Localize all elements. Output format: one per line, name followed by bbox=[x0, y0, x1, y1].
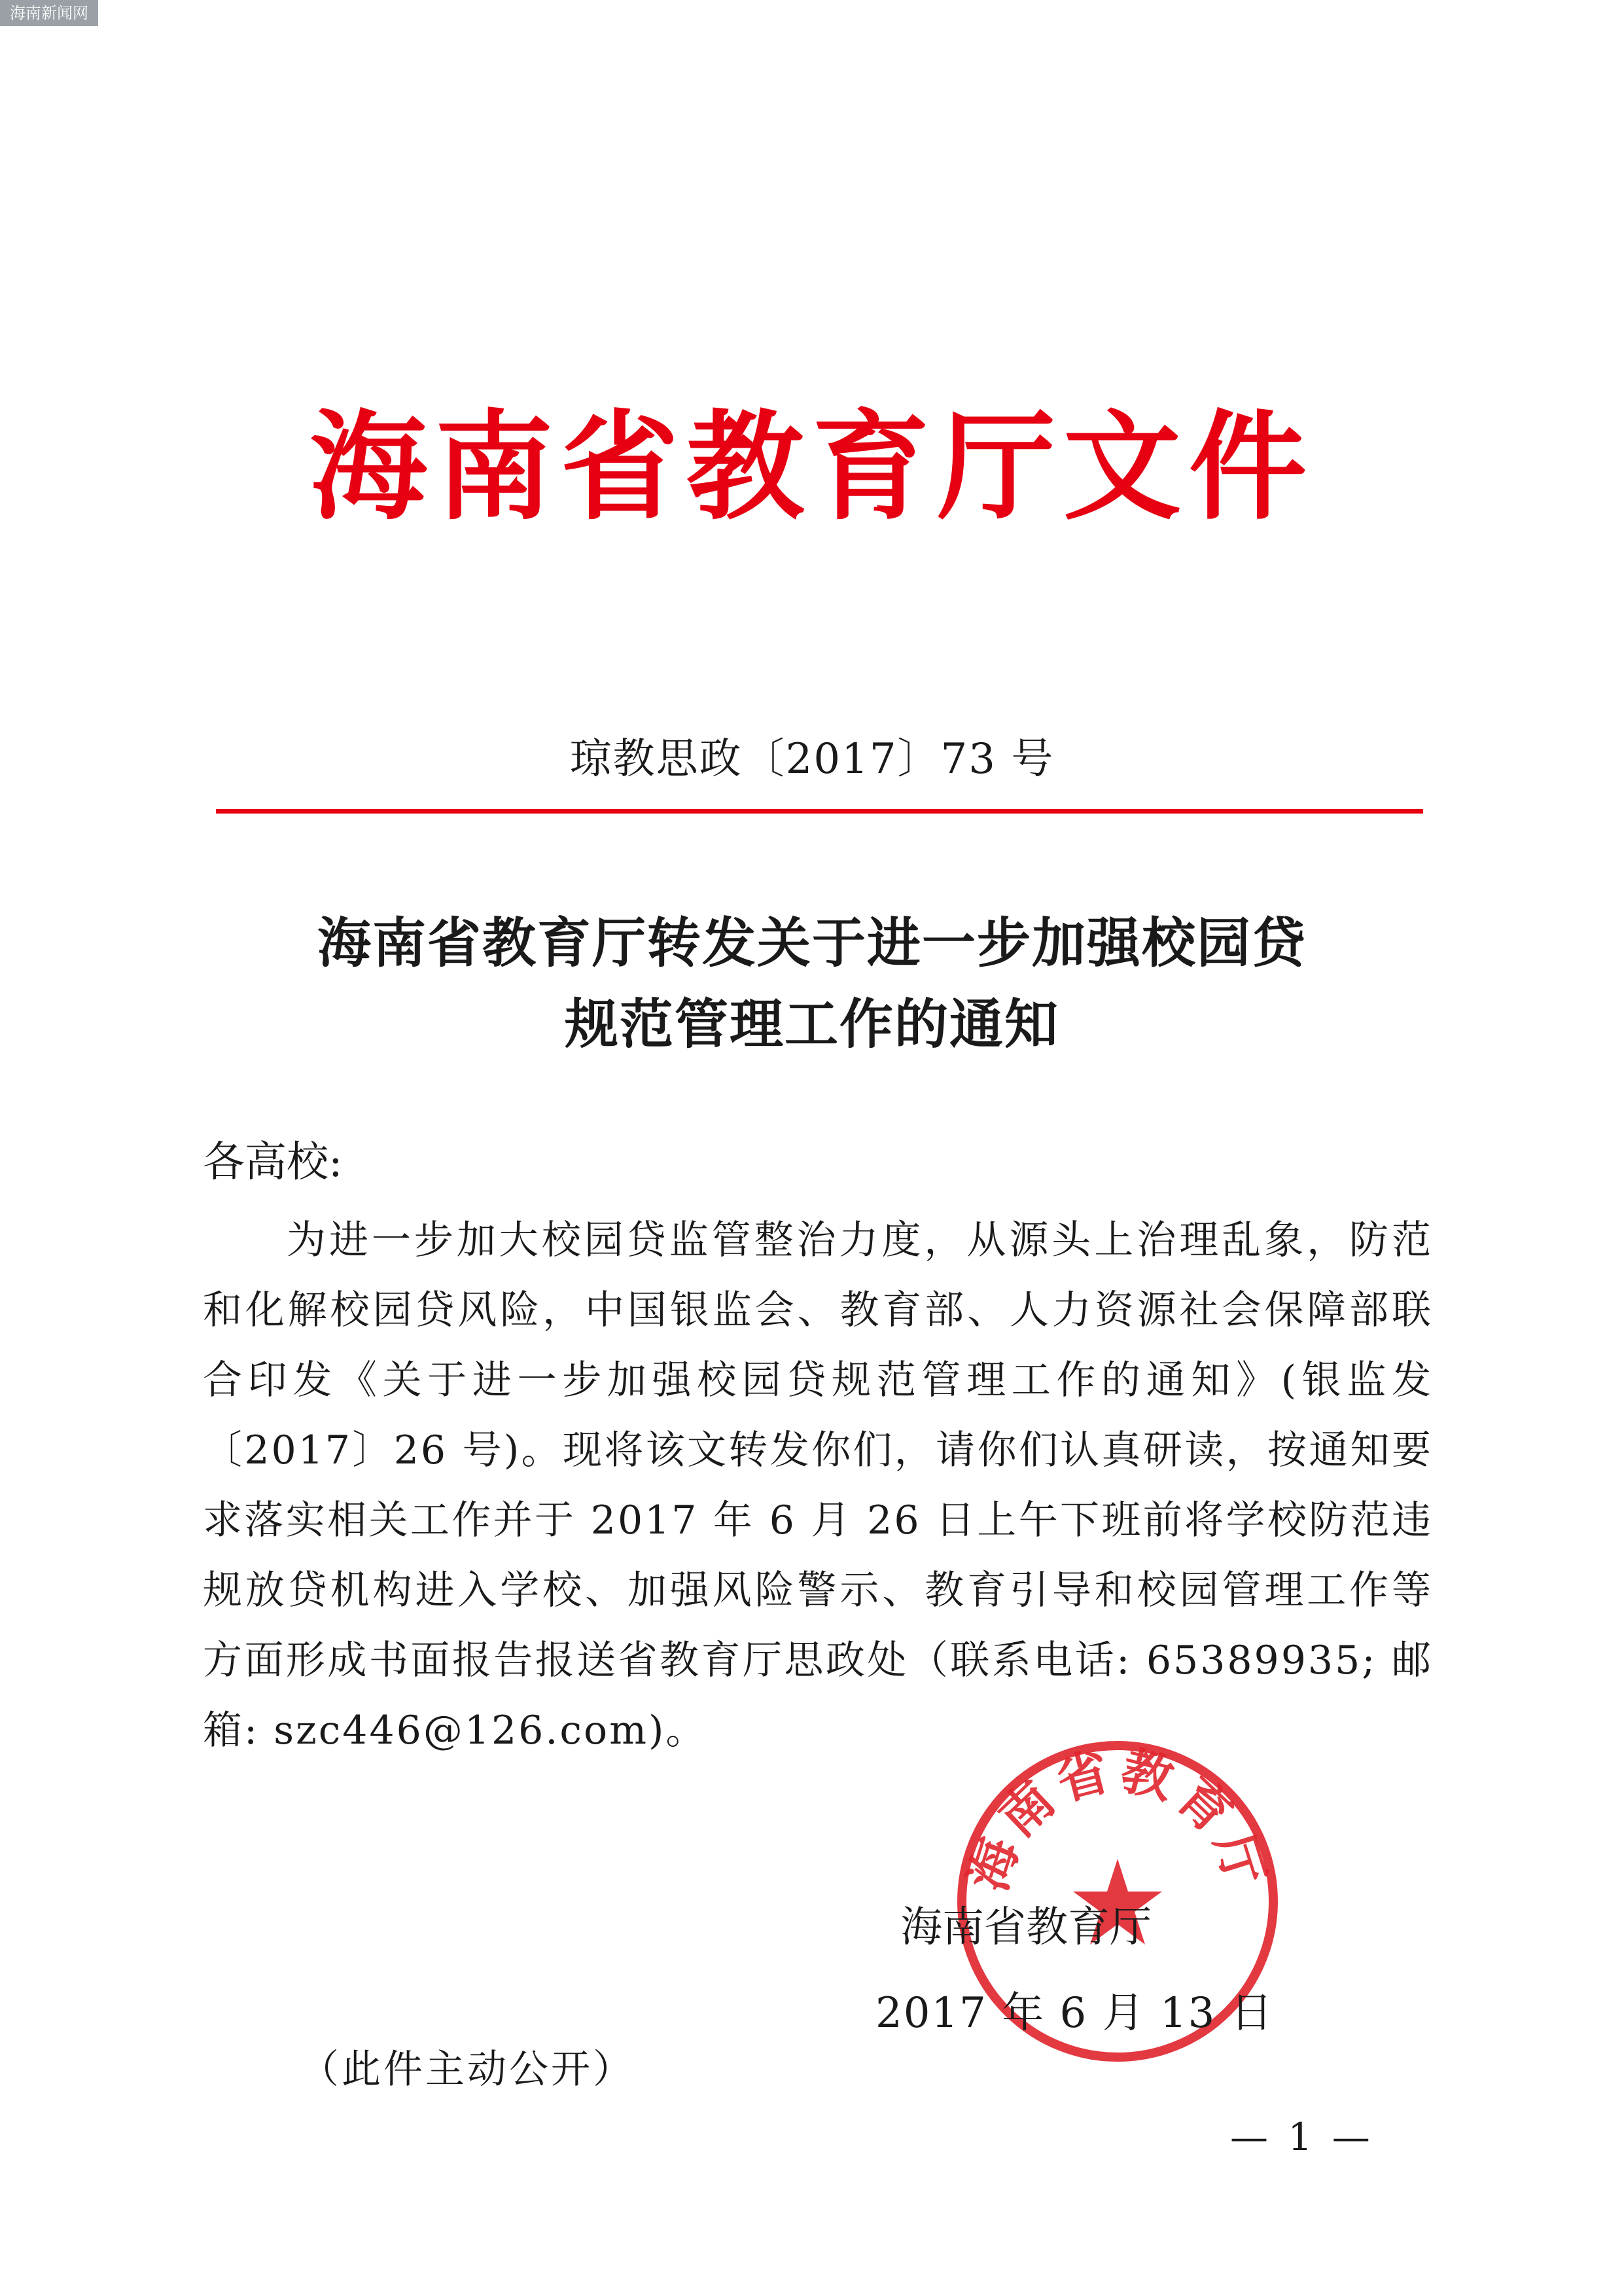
issue-date: 2017 年 6 月 13 日 bbox=[875, 1989, 1274, 2037]
red-divider-line bbox=[216, 809, 1423, 814]
title-line-2: 规范管理工作的通知 bbox=[564, 994, 1059, 1056]
issuer-name: 海南省教育厅 bbox=[900, 1903, 1152, 1952]
body-paragraph: 为进一步加大校园贷监管整治力度，从源头上治理乱象，防范和化解校园贷风险，中国银监会、教育部、人力资源社会保障部联合印发《关于进一步加强校园贷规范管理工作的通知》(银监发〔2017〕26 号)。现将该文转发你们，请你们认真研读，按通知要求落实相关工作并于 2017 年 6 月 26 日上午下班前将学校防范违规放贷机构进入学校、加强风险警示、教育引导和校园管理工作等方面形成书面报告报送省教育厅思政处（联系电话: 65389935; 邮箱: szc446@126.com)。 bbox=[203, 1217, 1433, 1753]
disclosure-note: （此件主动公开） bbox=[300, 2047, 635, 2092]
salutation: 各高校: bbox=[203, 1138, 343, 1187]
title-line-1: 海南省教育厅转发关于进一步加强校园贷 bbox=[317, 912, 1307, 975]
watermark: 海南新闻网 bbox=[0, 0, 98, 26]
page-number: — 1 — bbox=[1230, 2115, 1374, 2159]
seal-text: 海南省教育厅 bbox=[959, 1740, 1277, 1898]
document-title bbox=[0, 903, 1624, 1066]
agency-header: 海南省教育厅文件 bbox=[309, 399, 1315, 536]
document-number: 琼教思政〔2017〕73 号 bbox=[569, 735, 1055, 783]
